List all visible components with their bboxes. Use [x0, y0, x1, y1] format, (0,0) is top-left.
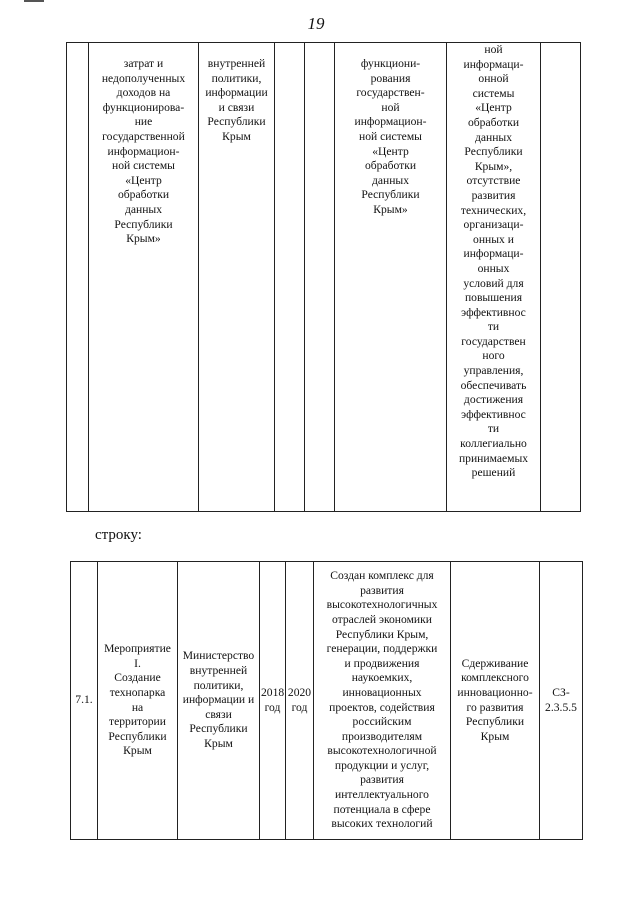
table-cell: функциони- рования государствен- ной информацион- ной системы «Центр обработки данных Республики Крым»	[335, 43, 447, 512]
intro-text: строку:	[95, 527, 142, 543]
table-cell	[67, 43, 89, 512]
table-row	[67, 43, 581, 512]
top-rule	[24, 0, 44, 2]
table-cell: внутренней политики, информации и связи Республики Крым	[199, 43, 275, 512]
risk-consequence: Сдерживание комплексного инновационно- го развития Республики Крым	[451, 562, 540, 840]
table-cell	[275, 43, 305, 512]
table-cell	[541, 43, 581, 512]
event-name: Мероприятие I. Создание технопарка на территории Республики Крым	[98, 562, 178, 840]
page-number: 19	[307, 14, 325, 33]
table-cell: затрат и недополученных доходов на функционирова- ние государственной информацион- ной системы «Центр обработки данных Республики Крым»	[89, 43, 199, 512]
table-row	[71, 562, 583, 840]
indicator-code: СЗ- 2.3.5.5	[540, 562, 583, 840]
continuation-table	[66, 42, 581, 512]
table-cell	[305, 43, 335, 512]
executor: Министерство внутренней политики, информации и связи Республики Крым	[178, 562, 260, 840]
table-cell: ной информаци- онной системы «Центр обработки данных Республики Крым», отсутствие развития технических, организаци- онных и информаци- онных условий для повышения эффективнос ти государствен ного управления, обеспечивать достижения эффективнос ти коллегиально принимаемых решений	[447, 43, 541, 512]
expected-result: Создан комплекс для развития высокотехнологичных отраслей экономики Республики Крым, генерации, поддержки и продвижения наукоемких, инновационных проектов, содействия российским производителям высокотехнологичной продукции и услуг, развития интеллектуального потенциала в сфере высоких технологий	[314, 562, 451, 840]
start-year: 2018 год	[260, 562, 286, 840]
end-year: 2020 год	[286, 562, 314, 840]
replacement-table	[70, 561, 583, 840]
row-number: 7.1.	[71, 562, 98, 840]
